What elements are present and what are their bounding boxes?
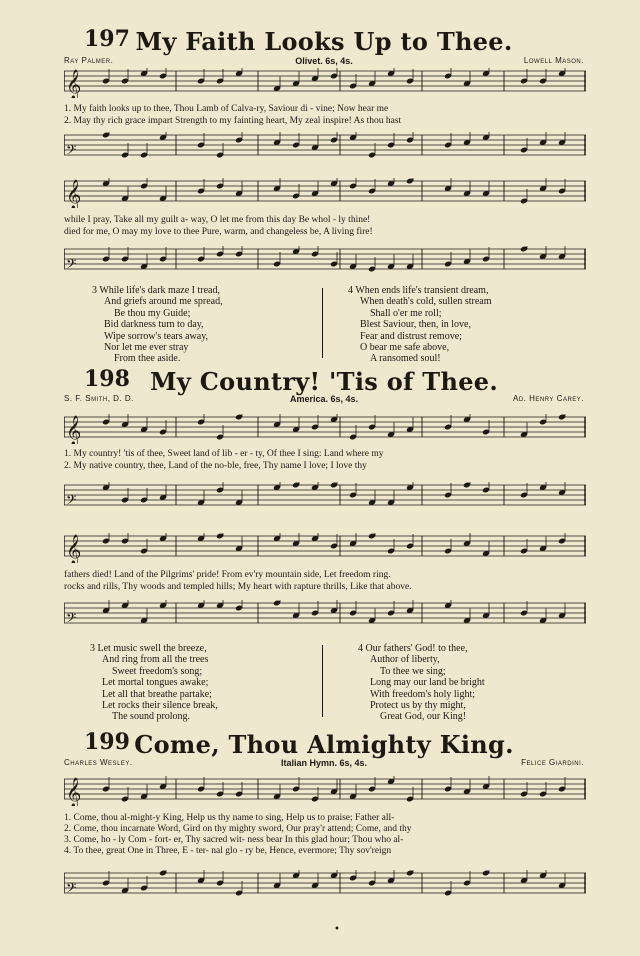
treble-staff bbox=[64, 68, 586, 102]
lyric-line: fathers died! Land of the Pilgrims' pride! From ev'ry mountain side, Let freedom ring. bbox=[64, 570, 391, 580]
page-mark: • bbox=[334, 924, 340, 935]
svg-text:𝄞: 𝄞 bbox=[66, 535, 82, 563]
verse-line: Blest Saviour, then, in love, bbox=[360, 319, 471, 331]
hymn-199-header bbox=[64, 729, 584, 757]
lyric-line: 1. My country! 'tis of thee, Sweet land of lib - er - ty, Of thee I sing: Land where my bbox=[64, 449, 384, 459]
verse-line: 4 Our fathers' God! to thee, bbox=[358, 643, 468, 654]
svg-text:𝄢: 𝄢 bbox=[66, 142, 77, 161]
hymn-title: My Country! 'Tis of Thee. bbox=[149, 367, 499, 396]
author: Charles Wesley. bbox=[64, 758, 133, 767]
verse-4 bbox=[358, 643, 485, 723]
treble-staff bbox=[64, 776, 586, 810]
verse-line: Fear and distrust remove; bbox=[360, 330, 462, 342]
verse-line: Bid darkness turn to day, bbox=[104, 319, 204, 331]
verse-line: Great God, our King! bbox=[380, 711, 467, 723]
verse-line: 3 While life's dark maze I tread, bbox=[92, 285, 220, 296]
svg-text:𝄞: 𝄞 bbox=[66, 180, 82, 208]
verse-line: When death's cold, sullen stream bbox=[360, 296, 492, 308]
treble-staff bbox=[64, 178, 586, 212]
verse-line: Shall o'er me roll; bbox=[370, 307, 442, 319]
svg-text:𝄞: 𝄞 bbox=[66, 778, 82, 806]
tune-meter: Olivet. 6s, 4s. bbox=[295, 56, 353, 66]
treble-staff bbox=[64, 414, 586, 448]
music-staff-svg bbox=[64, 178, 586, 208]
svg-text:𝄞: 𝄞 bbox=[66, 416, 82, 444]
lyric-line: 2. Come, thou incarnate Word, Gird on thy mighty sword, Our pray'r attend; Come, and thy bbox=[64, 824, 412, 834]
verse-line: 4 When ends life's transient dream, bbox=[348, 285, 489, 296]
lyric-line: 2. My native country, thee, Land of the no-ble, free, Thy name I love; I love thy bbox=[64, 461, 367, 471]
hymn-199-credits bbox=[64, 758, 584, 772]
verse-line: Protect us by thy might, bbox=[370, 700, 466, 712]
music-staff-svg bbox=[64, 533, 586, 563]
verse-line: Nor let me ever stray bbox=[104, 342, 189, 354]
verse-line: Let mortal tongues awake; bbox=[102, 677, 209, 689]
music-staff-svg bbox=[64, 414, 586, 444]
hymn-number: 197 bbox=[84, 26, 130, 52]
bass-staff bbox=[64, 132, 586, 166]
verse-line: And ring from all the trees bbox=[102, 654, 209, 666]
music-staff-svg bbox=[64, 776, 586, 806]
verse-line: O bear me safe above, bbox=[360, 342, 450, 354]
verse-divider bbox=[322, 645, 323, 717]
verse-line: To thee we sing; bbox=[380, 665, 446, 677]
treble-staff bbox=[64, 533, 586, 567]
svg-text:𝄢: 𝄢 bbox=[66, 256, 77, 275]
lyric-line: 1. Come, thou al-might-y King, Help us thy name to sing, Help us to praise; Father all- bbox=[64, 813, 395, 823]
composer: Lowell Mason. bbox=[523, 56, 584, 65]
verse-line: Author of liberty, bbox=[370, 654, 440, 666]
verse-line: Long may our land be bright bbox=[370, 677, 485, 689]
hymn-198-credits bbox=[64, 394, 584, 408]
composer: Ad. Henry Carey. bbox=[512, 394, 584, 403]
svg-text:𝄢: 𝄢 bbox=[66, 492, 77, 511]
hymn-number: 199 bbox=[84, 729, 130, 755]
verse-line: From thee aside. bbox=[114, 353, 181, 365]
lyric-line: rocks and rills, Thy woods and templed hills; My heart with rapture thrills, Like that above. bbox=[64, 582, 412, 592]
svg-text:𝄢: 𝄢 bbox=[66, 880, 77, 899]
bass-staff bbox=[64, 482, 586, 516]
verse-line: With freedom's holy light; bbox=[370, 688, 475, 700]
verse-line: Be thou my Guide; bbox=[114, 307, 191, 319]
verse-3 bbox=[90, 643, 218, 723]
music-staff-svg bbox=[64, 482, 586, 512]
hymn-title: My Faith Looks Up to Thee. bbox=[135, 27, 513, 56]
verse-line: A ransomed soul! bbox=[370, 353, 441, 365]
author: Ray Palmer. bbox=[64, 56, 114, 65]
bass-staff bbox=[64, 600, 586, 634]
music-staff-svg bbox=[64, 870, 586, 900]
svg-text:𝄢: 𝄢 bbox=[66, 610, 77, 629]
hymn-197-header bbox=[64, 26, 584, 54]
composer: Felice Giardini. bbox=[521, 758, 584, 767]
verse-4 bbox=[348, 285, 491, 365]
verse-3 bbox=[92, 285, 223, 365]
lyric-line: while I pray, Take all my guilt a- way, O let me from this day Be whol - ly thine! bbox=[64, 215, 371, 225]
verse-line: Sweet freedom's song; bbox=[112, 665, 203, 677]
verse-line: Let all that breathe partake; bbox=[102, 688, 212, 700]
verse-line: And griefs around me spread, bbox=[104, 296, 223, 308]
hymn-number: 198 bbox=[84, 366, 130, 392]
tune-meter: Italian Hymn. 6s, 4s. bbox=[280, 758, 368, 768]
verse-line: Let rocks their silence break, bbox=[102, 700, 218, 712]
hymn-title: Come, Thou Almighty King. bbox=[134, 730, 514, 759]
verse-divider bbox=[322, 288, 323, 358]
lyric-line: 1. My faith looks up to thee, Thou Lamb of Calva-ry, Saviour di - vine; Now hear me bbox=[64, 104, 389, 114]
music-staff-svg bbox=[64, 246, 586, 276]
hymn-198-header bbox=[64, 366, 584, 394]
music-staff-svg bbox=[64, 600, 586, 630]
verse-line: 3 Let music swell the breeze, bbox=[90, 643, 207, 654]
svg-text:𝄞: 𝄞 bbox=[66, 70, 82, 98]
lyric-line: 3. Come, ho - ly Com - fort- er, Thy sacred wit- ness bear In this glad hour; Thou who al- bbox=[64, 835, 404, 845]
bass-staff bbox=[64, 870, 586, 904]
author: S. F. Smith, D. D. bbox=[64, 394, 134, 403]
lyric-line: died for me, O may my love to thee Pure, warm, and changeless be, A living fire! bbox=[64, 227, 373, 237]
tune-meter: America. 6s, 4s. bbox=[289, 394, 359, 404]
music-staff-svg bbox=[64, 132, 586, 162]
verse-line: Wipe sorrow's tears away, bbox=[104, 330, 209, 342]
lyric-line: 2. May thy rich grace impart Strength to my fainting heart, My zeal inspire! As thou hast bbox=[64, 116, 402, 126]
bass-staff bbox=[64, 246, 586, 280]
verse-line: The sound prolong. bbox=[112, 711, 191, 723]
lyric-line: 4. To thee, great One in Three, E - ter- nal glo - ry be, Hence, evermore; Thy sov'reign bbox=[64, 846, 392, 856]
music-staff-svg bbox=[64, 68, 586, 98]
